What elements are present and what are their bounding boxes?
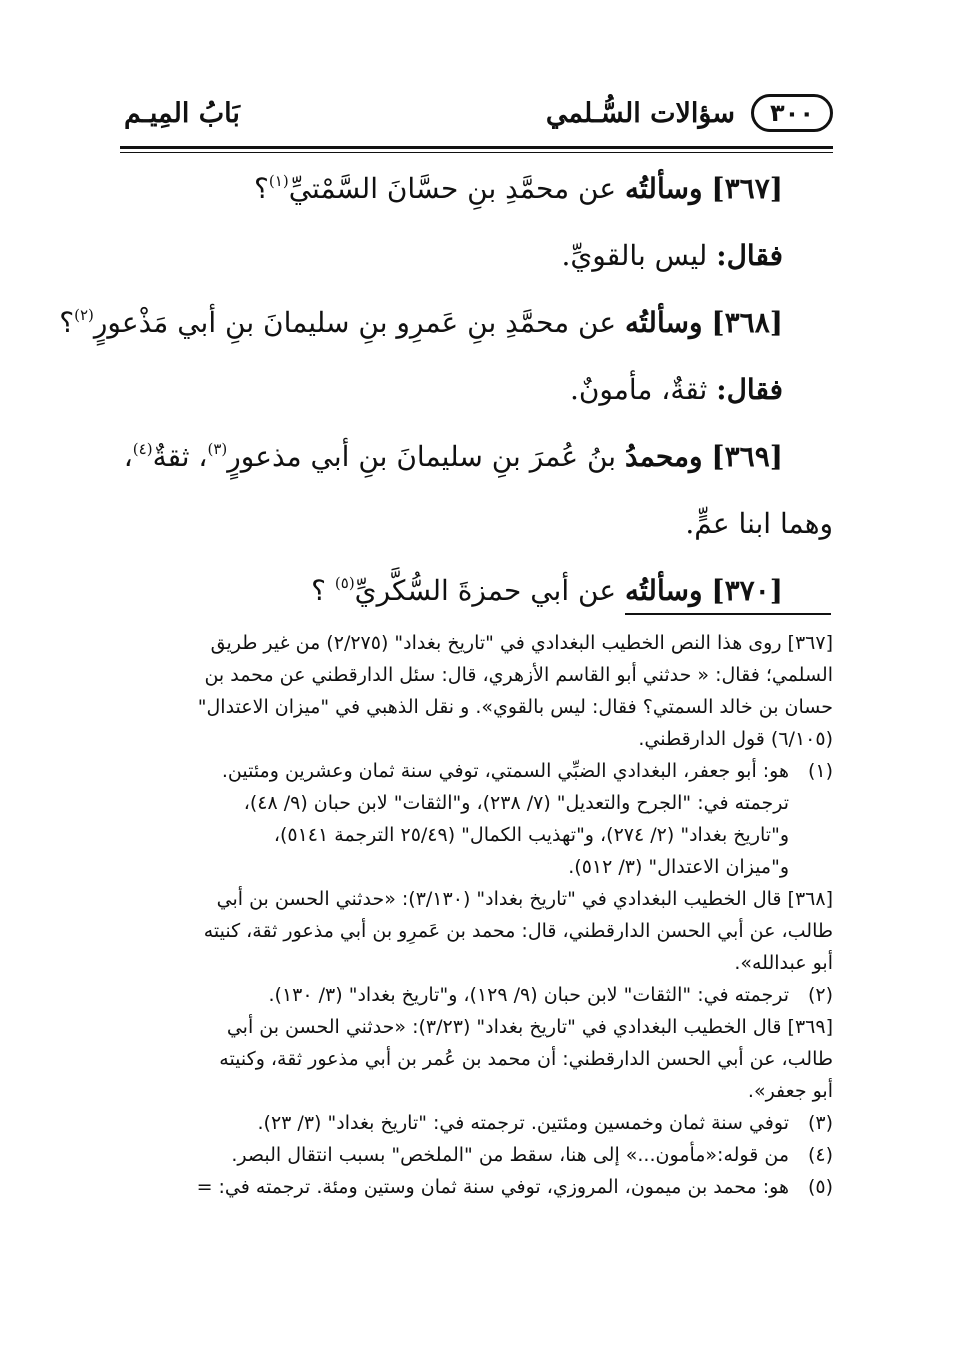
footnote-text: [٣٦٨] قال الخطيب البغدادي في "تاريخ بغداد" (٣/١٣٠): «حدثني الحسن بن أبي: [216, 888, 833, 910]
entry-lead: وسألتُه: [624, 306, 703, 339]
entry-text: بنُ عُمرَ بنِ سليمانَ بنِ أبي مذعورٍ: [227, 440, 617, 473]
footnote-text: [٣٦٩] قال الخطيب البغدادي في "تاريخ بغداد" (٣/٢٣): «حدثني الحسن بن أبي: [226, 1016, 833, 1038]
footnote: [120, 1171, 833, 1203]
footnote-ref: (٥): [334, 574, 355, 592]
entry-text: ليس بالقويِّ.: [561, 239, 708, 272]
entry-punct: ؟: [311, 574, 335, 607]
footnote-marker: (٢): [807, 984, 833, 1006]
footnote-text: ترجمته في: "الجرح والتعديل" (٧/ ٢٣٨)، و"الثقات" لابن حبان (٩/ ٤٨)،: [243, 792, 789, 814]
footnote-line: [120, 755, 833, 787]
footnote-text: ترجمته في: "الثقات" لابن حبان (٩/ ١٢٩)، و"تاريخ بغداد" (٣/ ١٣٠).: [268, 984, 789, 1006]
source-note: [120, 883, 833, 979]
footnote-text: السلمي؛ فقال: « حدثني أبو القاسم الأزهري، قال: سئل الدارقطني عن محمد بن: [204, 664, 833, 686]
footnote-text: توفي سنة ثمان وخمسين ومئتين. ترجمته في: "تاريخ بغداد" (٣/ ٢٣).: [257, 1112, 789, 1134]
footnote-line: [120, 627, 833, 659]
entry-lead: وسألتُه: [624, 172, 703, 205]
footnote-text: من قوله:«مأمون...» إلى هنا، سقط من "الملخص" بسبب انتقال البصر.: [231, 1144, 789, 1166]
footnote-ref: (٣): [207, 440, 228, 458]
footnote-marker: (٥): [807, 1176, 833, 1198]
entry-lead: فقال:: [716, 373, 783, 406]
entry-punct: ؟: [59, 306, 75, 339]
footnote-text: هو: محمد بن ميمون، المروزي، توفي سنة ثمان وستين ومئة. ترجمته في: =: [196, 1176, 789, 1198]
entry-lead: وسألتُه: [624, 574, 703, 607]
entry-number: [٣٦٧]: [711, 172, 783, 205]
footnote-line: [120, 723, 833, 755]
entry-text: عن أبي حمزةَ السُّكَّريِّ: [354, 574, 617, 607]
entry-lead: فقال:: [716, 239, 783, 272]
footnote-text: أبو جعفر».: [747, 1080, 833, 1102]
footnote-text: أبو عبدالله».: [734, 952, 833, 974]
footnote-ref: (٤): [132, 440, 153, 458]
entry-line: [120, 222, 833, 289]
footnote-line: [120, 1171, 833, 1203]
entry-punct: ، ثقةٌ: [152, 440, 208, 473]
footnote-separator: [625, 613, 831, 615]
header-rule-thin: [120, 152, 833, 153]
footnote: [120, 755, 833, 883]
entry-line: [59, 289, 833, 356]
footnote-text: [٣٦٧] روى هذا النص الخطيب البغدادي في "تاريخ بغداد" (٢/٢٧٥) من غير طريق: [210, 632, 833, 654]
footnote: [120, 1139, 833, 1171]
entry-number: [٣٦٨]: [711, 306, 783, 339]
entry-punct: ،: [123, 440, 133, 473]
header-rule: [120, 146, 833, 149]
footnote-line: [120, 1043, 833, 1075]
footnote-line: [120, 1075, 833, 1107]
page-number: ٣٠٠: [751, 94, 833, 132]
footnote-text: و"ميزان الاعتدال" (٣/ ٥١٢).: [568, 856, 789, 878]
footnote-text: حسان بن خالد السمتي؟ فقال: ليس بالقوي». و نقل الذهبي في "ميزان الاعتدال": [197, 696, 833, 718]
source-note: [120, 627, 833, 755]
entry-text: عن محمَّدِ بنِ حسَّانَ السَّمْتيِّ: [288, 172, 617, 205]
footnote-ref: (١): [268, 172, 289, 190]
entry-text: عن محمَّدِ بنِ عَمرِو بنِ سليمانَ بنِ أبي مَذْعورٍ: [93, 306, 617, 339]
entry-text: ثقةٌ، مأمونٌ.: [569, 373, 708, 406]
footnote-line: [120, 883, 833, 915]
source-note: [120, 1011, 833, 1107]
footnote-marker: (٣): [807, 1112, 833, 1134]
entry-number: [٣٧٠]: [711, 574, 783, 607]
main-text: [59, 155, 833, 624]
entry-line: [120, 490, 833, 557]
footnote: [120, 979, 833, 1011]
footnote: [120, 1107, 833, 1139]
footnote-ref: (٢): [74, 306, 94, 324]
footnote-text: و"تاريخ بغداد" (٢/ ٢٧٤)، و"تهذيب الكمال" (٢٥/٤٩ الترجمة ٥١٤١)،: [273, 824, 789, 846]
footnote-line: [120, 979, 833, 1011]
footnote-line: [120, 659, 833, 691]
entry-line: [120, 356, 833, 423]
footnote-line: [120, 1011, 833, 1043]
entry-lead: ومحمدُ: [624, 440, 703, 473]
entry-number: [٣٦٩]: [711, 440, 783, 473]
running-header: [120, 92, 833, 138]
entry-punct: ؟: [254, 172, 269, 205]
footnote-text: طالب، عن أبي الحسن الدارقطني: أن محمد بن عُمر بن أبي مذعور ثقة، وكنيته: [219, 1048, 833, 1070]
footnote-text: هو: أبو جعفر، البغدادي الضبِّي السمتي، توفي سنة ثمان وعشرين ومئتين.: [221, 760, 789, 782]
footnote-line: [120, 851, 833, 883]
footnotes: [120, 627, 833, 1203]
footnote-marker: (٤): [807, 1144, 833, 1166]
footnote-line: [120, 915, 833, 947]
footnote-text: طالب، عن أبي الحسن الدارقطني، قال: محمد بن عَمرِو بن أبي مذعور ثقة، كنيته: [203, 920, 833, 942]
book-title: سؤالات السُّـلمي: [545, 98, 735, 129]
entry-text: وهما ابنا عمٍّ.: [685, 507, 833, 540]
footnote-line: [120, 819, 833, 851]
footnote-marker: (١): [807, 760, 833, 782]
footnote-line: [120, 947, 833, 979]
footnote-line: [120, 691, 833, 723]
entry-line: [120, 423, 833, 490]
footnote-text: (٦/١٠٥) قول الدارقطني.: [638, 728, 833, 750]
footnote-line: [120, 1107, 833, 1139]
footnote-line: [120, 1139, 833, 1171]
entry-line: [120, 155, 833, 222]
footnote-line: [120, 787, 833, 819]
chapter-title: بَابُ المِيـم: [124, 98, 240, 129]
